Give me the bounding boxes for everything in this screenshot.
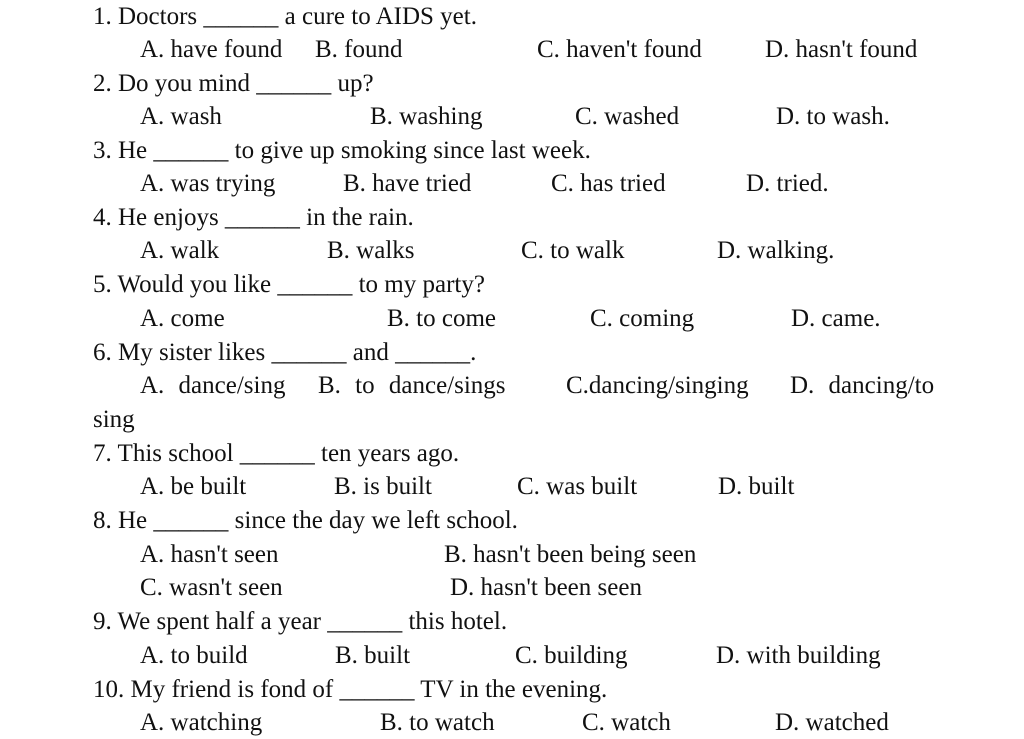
option-a: A. be built [140, 473, 247, 500]
option-c: C. has tried [551, 170, 666, 197]
option-b: B. walks [327, 237, 415, 264]
option-d: D. came. [791, 305, 881, 332]
option-d: D. watched [775, 709, 889, 736]
option-d: D. to wash. [776, 103, 890, 130]
question-stem: 2. Do you mind ______ up? [93, 70, 374, 97]
option-c: C. haven't found [537, 36, 702, 63]
option-c: C. was built [517, 473, 638, 500]
option-b: B. to watch [380, 709, 495, 736]
option-a: A. walk [140, 237, 220, 264]
option-d: D. with building [716, 642, 881, 669]
option-d: D. tried. [746, 170, 829, 197]
option-c: C. to walk [521, 237, 625, 264]
question-stem: 1. Doctors ______ a cure to AIDS yet. [93, 3, 477, 30]
option-b: B. to come [387, 305, 497, 332]
option-b: B. washing [370, 103, 483, 130]
question-stem: 9. We spent half a year ______ this hotel. [93, 608, 508, 635]
option-a: A. come [140, 305, 225, 332]
option-d: D. hasn't been seen [450, 574, 642, 601]
option-d: D. built [718, 473, 795, 500]
option-b: B. found [315, 36, 403, 63]
option-b: B. built [335, 642, 411, 669]
option-b: B. hasn't been being seen [444, 541, 697, 568]
option-d: D. walking. [717, 237, 835, 264]
option-a: A. hasn't seen [140, 541, 279, 568]
option-a: A. watching [140, 709, 263, 736]
option-c: C. coming [590, 305, 695, 332]
option-d-continuation: sing [93, 406, 135, 433]
option-a: A. have found [140, 36, 283, 63]
option-a: A. to build [140, 642, 248, 669]
question-stem: 6. My sister likes ______ and ______. [93, 339, 477, 366]
option-a: A. wash [140, 103, 222, 130]
option-b: B. to dance/sings [318, 372, 506, 399]
question-stem: 7. This school ______ ten years ago. [93, 440, 460, 467]
question-stem: 3. He ______ to give up smoking since last week. [93, 137, 591, 164]
option-c: C. building [515, 642, 628, 669]
option-c: C. wasn't seen [140, 574, 283, 601]
question-stem: 4. He enjoys ______ in the rain. [93, 204, 414, 231]
option-c: C. washed [575, 103, 680, 130]
option-a: A. dance/sing [140, 372, 286, 399]
question-stem: 8. He ______ since the day we left school. [93, 507, 518, 534]
option-a: A. was trying [140, 170, 276, 197]
option-b: B. have tried [343, 170, 472, 197]
option-c: C. watch [582, 709, 671, 736]
option-d: D. hasn't found [765, 36, 918, 63]
question-stem: 5. Would you like ______ to my party? [93, 271, 485, 298]
option-d: D. dancing/to [790, 372, 935, 399]
option-c: C.dancing/singing [566, 372, 749, 399]
option-b: B. is built [334, 473, 432, 500]
question-stem: 10. My friend is fond of ______ TV in the evening. [93, 676, 608, 703]
